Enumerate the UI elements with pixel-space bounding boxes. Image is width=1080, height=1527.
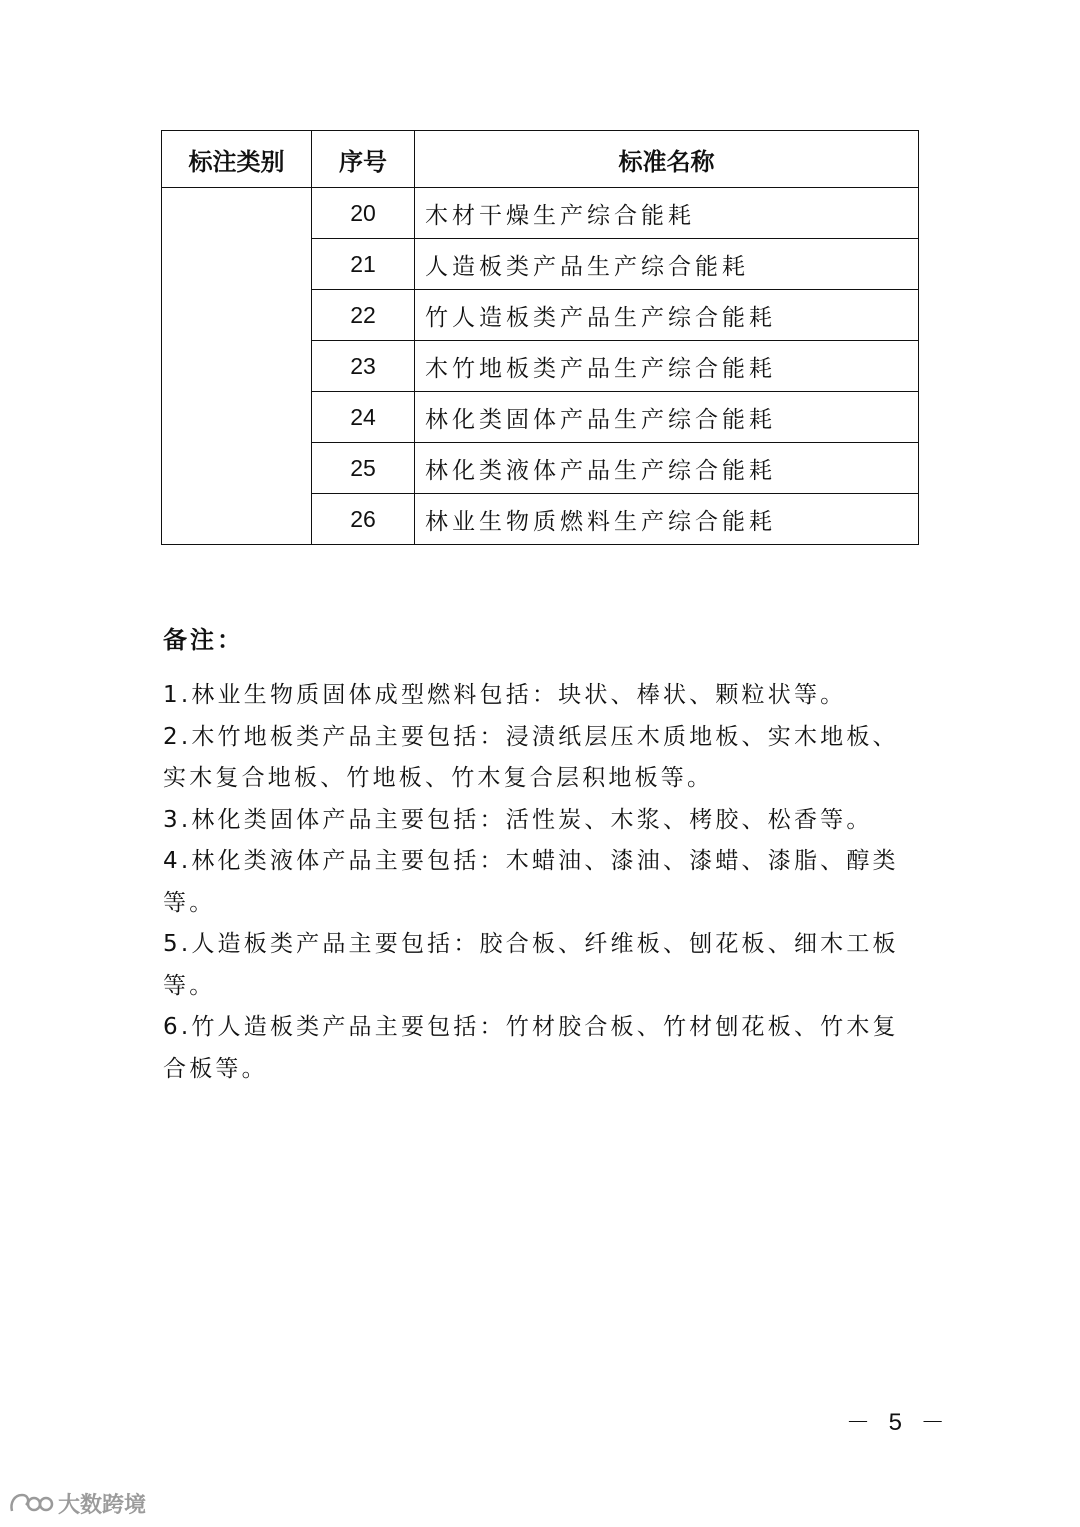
standards-table bbox=[161, 130, 919, 545]
notes-section bbox=[163, 620, 923, 1090]
note-item: 6.竹人造板类产品主要包括：竹材胶合板、竹材刨花板、竹木复合板等。 bbox=[163, 1014, 899, 1082]
page-number: － 5 － bbox=[846, 1409, 951, 1436]
row-number: 25 bbox=[312, 443, 415, 494]
table-header-row bbox=[162, 131, 919, 188]
note-item: 4.林化类液体产品主要包括：木蜡油、漆油、漆蜡、漆脂、醇类等。 bbox=[163, 848, 899, 916]
watermark bbox=[8, 1488, 146, 1519]
row-standard-name: 人造板类产品生产综合能耗 bbox=[415, 239, 919, 290]
header-standard-name: 标准名称 bbox=[415, 131, 919, 188]
row-number: 23 bbox=[312, 341, 415, 392]
watermark-text: 大数跨境 bbox=[58, 1493, 147, 1518]
row-standard-name: 林业生物质燃料生产综合能耗 bbox=[415, 494, 919, 545]
notes-title: 备注： bbox=[163, 626, 244, 654]
row-standard-name: 林化类固体产品生产综合能耗 bbox=[415, 392, 919, 443]
row-standard-name: 林化类液体产品生产综合能耗 bbox=[415, 443, 919, 494]
row-number: 21 bbox=[312, 239, 415, 290]
row-number: 22 bbox=[312, 290, 415, 341]
category-cell bbox=[162, 188, 312, 545]
header-category: 标注类别 bbox=[162, 131, 312, 188]
row-number: 26 bbox=[312, 494, 415, 545]
table-row bbox=[162, 188, 919, 239]
row-standard-name: 竹人造板类产品生产综合能耗 bbox=[415, 290, 919, 341]
row-standard-name: 木材干燥生产综合能耗 bbox=[415, 188, 919, 239]
row-number: 20 bbox=[312, 188, 415, 239]
note-item: 3.林化类固体产品主要包括：活性炭、木浆、栲胶、松香等。 bbox=[163, 806, 873, 833]
note-item: 2.木竹地板类产品主要包括：浸渍纸层压木质地板、实木地板、实木复合地板、竹地板、竹木复合层积地板等。 bbox=[163, 723, 899, 791]
note-item: 1.林业生物质固体成型燃料包括：块状、棒状、颗粒状等。 bbox=[163, 682, 847, 708]
watermark-logo-icon bbox=[8, 1491, 54, 1517]
note-item: 5.人造板类产品主要包括：胶合板、纤维板、刨花板、细木工板等。 bbox=[163, 931, 899, 999]
row-standard-name: 木竹地板类产品生产综合能耗 bbox=[415, 341, 919, 392]
header-number: 序号 bbox=[312, 131, 415, 188]
row-number: 24 bbox=[312, 392, 415, 443]
